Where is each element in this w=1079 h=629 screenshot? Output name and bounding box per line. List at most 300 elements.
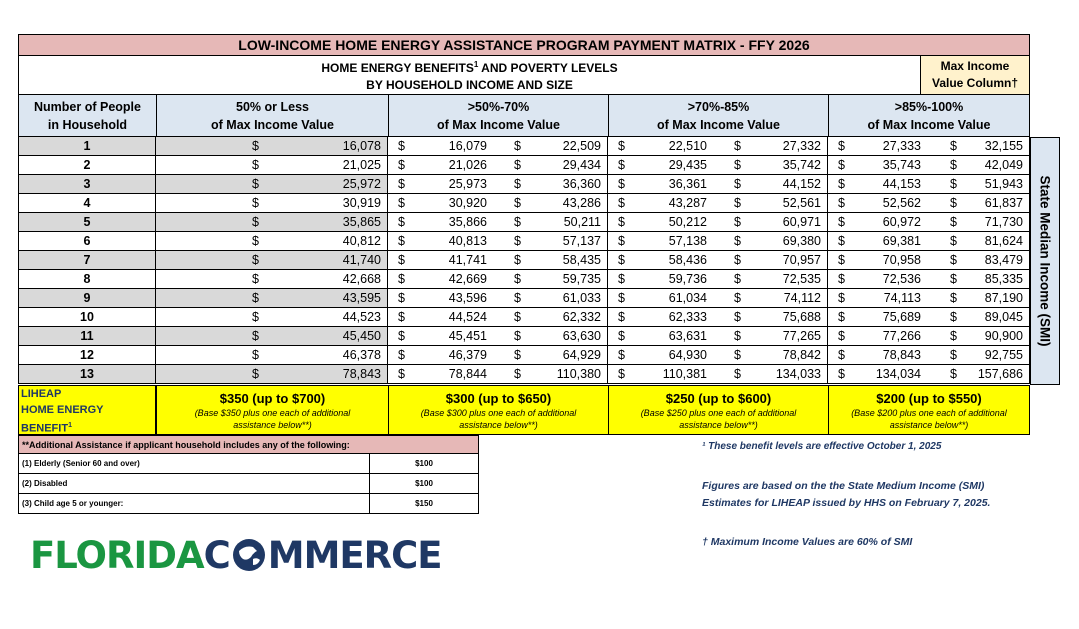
currency-symbol: $ [514, 291, 521, 305]
cell-50-or-less [156, 365, 388, 383]
currency-symbol: $ [838, 158, 845, 172]
income-value: 110,380 [556, 367, 601, 381]
col-header-household [18, 94, 157, 137]
table-row [18, 175, 1030, 194]
income-value: 90,900 [984, 329, 1023, 343]
footnote-figures-line1: Figures are based on the the State Medium Income (SMI) [702, 480, 985, 492]
currency-symbol: $ [398, 310, 405, 324]
income-value: 42,668 [342, 272, 381, 286]
income-value: 30,920 [448, 196, 487, 210]
income-value: 52,562 [882, 196, 921, 210]
cell-70-85 [608, 175, 828, 193]
globe-icon [231, 537, 267, 573]
income-value: 59,735 [562, 272, 601, 286]
currency-symbol: $ [618, 139, 625, 153]
cell-50-70 [388, 346, 608, 364]
col-header-line1: >85%-100% [894, 99, 964, 114]
col-header-line1: >70%-85% [687, 99, 750, 114]
benefit-note: assistance below**) [459, 419, 538, 430]
table-row [18, 194, 1030, 213]
income-value: 85,335 [984, 272, 1023, 286]
benefit-amount: $200 (up to $550) [876, 390, 982, 406]
currency-symbol: $ [398, 196, 405, 210]
household-size: 12 [18, 346, 156, 364]
income-value: 57,137 [562, 234, 601, 248]
currency-symbol: $ [838, 310, 845, 324]
income-value: 77,265 [782, 329, 821, 343]
income-value: 75,688 [782, 310, 821, 324]
cell-85-100 [828, 289, 1030, 307]
currency-symbol: $ [514, 234, 521, 248]
logo-text-florida: FLORIDA [30, 533, 204, 577]
currency-symbol: $ [252, 367, 259, 381]
additional-row-disabled [18, 474, 479, 494]
currency-symbol: $ [734, 367, 741, 381]
household-size: 3 [18, 175, 156, 193]
table-row [18, 308, 1030, 327]
currency-symbol: $ [514, 253, 521, 267]
cell-50-or-less [156, 308, 388, 326]
income-value: 21,026 [448, 158, 487, 172]
footnote-figures-line2: Estimates for LIHEAP issued by HHS on February 7, 2025. [702, 497, 991, 509]
income-value: 22,509 [562, 139, 601, 153]
income-value: 46,379 [448, 348, 487, 362]
currency-symbol: $ [618, 291, 625, 305]
income-value: 78,842 [782, 348, 821, 362]
cell-85-100 [828, 251, 1030, 269]
cell-70-85 [608, 156, 828, 174]
income-value: 21,025 [342, 158, 381, 172]
additional-row-child [18, 494, 479, 514]
currency-symbol: $ [514, 158, 521, 172]
currency-symbol: $ [950, 272, 957, 286]
income-value: 134,034 [875, 367, 921, 381]
household-size: 4 [18, 194, 156, 212]
currency-symbol: $ [514, 139, 521, 153]
income-value: 157,686 [977, 367, 1023, 381]
col-header-50-70 [388, 94, 609, 137]
benefit-cell-50-70 [388, 385, 609, 435]
table-row [18, 270, 1030, 289]
cell-50-or-less [156, 346, 388, 364]
income-value: 64,930 [668, 348, 707, 362]
income-value: 92,755 [984, 348, 1023, 362]
cell-85-100 [828, 365, 1030, 383]
cell-70-85 [608, 251, 828, 269]
currency-symbol: $ [398, 177, 405, 191]
col-header-line2: of Max Income Value [657, 117, 780, 132]
income-value: 27,332 [782, 139, 821, 153]
currency-symbol: $ [950, 291, 957, 305]
cell-70-85 [608, 289, 828, 307]
income-value: 29,435 [668, 158, 707, 172]
income-value: 40,812 [342, 234, 381, 248]
currency-symbol: $ [398, 348, 405, 362]
cell-70-85 [608, 213, 828, 231]
income-value: 69,381 [882, 234, 921, 248]
income-value: 60,971 [782, 215, 821, 229]
currency-symbol: $ [618, 234, 625, 248]
currency-symbol: $ [950, 139, 957, 153]
cell-50-or-less [156, 137, 388, 155]
currency-symbol: $ [838, 196, 845, 210]
income-value: 29,434 [562, 158, 601, 172]
benefit-note: assistance below**) [889, 419, 969, 430]
currency-symbol: $ [252, 348, 259, 362]
income-value: 50,212 [668, 215, 707, 229]
currency-symbol: $ [950, 310, 957, 324]
income-value: 63,630 [562, 329, 601, 343]
currency-symbol: $ [618, 177, 625, 191]
household-size: 5 [18, 213, 156, 231]
col-header-line1: 50% or Less [236, 99, 309, 114]
currency-symbol: $ [734, 253, 741, 267]
currency-symbol: $ [252, 196, 259, 210]
currency-symbol: $ [838, 177, 845, 191]
cell-50-70 [388, 270, 608, 288]
household-size: 6 [18, 232, 156, 250]
currency-symbol: $ [618, 215, 625, 229]
cell-70-85 [608, 365, 828, 383]
currency-symbol: $ [734, 272, 741, 286]
currency-symbol: $ [734, 177, 741, 191]
currency-symbol: $ [734, 291, 741, 305]
income-value: 77,266 [882, 329, 921, 343]
cell-70-85 [608, 308, 828, 326]
currency-symbol: $ [252, 329, 259, 343]
cell-85-100 [828, 232, 1030, 250]
benefit-note: assistance below**) [679, 419, 758, 430]
currency-symbol: $ [618, 310, 625, 324]
currency-symbol: $ [252, 234, 259, 248]
footnote-effective: ¹ These benefit levels are effective October 1, 2025 [702, 441, 942, 452]
cell-85-100 [828, 270, 1030, 288]
currency-symbol: $ [398, 158, 405, 172]
currency-symbol: $ [734, 215, 741, 229]
page-title [18, 34, 1030, 56]
currency-symbol: $ [252, 158, 259, 172]
additional-value: $100 [370, 474, 479, 494]
benefit-note: (Base $300 plus one each of additional [420, 407, 577, 418]
benefit-amount: $250 (up to $600) [665, 390, 772, 406]
currency-symbol: $ [950, 367, 957, 381]
cell-85-100 [828, 175, 1030, 193]
income-value: 83,479 [984, 253, 1023, 267]
liheap-line2: HOME ENERGY [21, 404, 104, 416]
income-value: 43,595 [342, 291, 381, 305]
currency-symbol: $ [514, 367, 521, 381]
household-size: 13 [18, 365, 156, 383]
cell-85-100 [828, 137, 1030, 155]
income-value: 43,286 [562, 196, 601, 210]
max-income-line2: Value Column† [931, 76, 1019, 90]
income-value: 52,561 [782, 196, 821, 210]
currency-symbol: $ [514, 329, 521, 343]
currency-symbol: $ [514, 348, 521, 362]
currency-symbol: $ [618, 196, 625, 210]
currency-symbol: $ [398, 367, 405, 381]
cell-50-70 [388, 137, 608, 155]
income-value: 45,451 [448, 329, 487, 343]
currency-symbol: $ [950, 234, 957, 248]
income-value: 62,333 [668, 310, 707, 324]
currency-symbol: $ [838, 215, 845, 229]
currency-symbol: $ [398, 234, 405, 248]
currency-symbol: $ [734, 234, 741, 248]
currency-symbol: $ [252, 291, 259, 305]
liheap-line3: BENEFIT [21, 422, 69, 435]
cell-50-or-less [156, 270, 388, 288]
currency-symbol: $ [398, 215, 405, 229]
col-header-85-100 [828, 94, 1030, 137]
cell-50-70 [388, 175, 608, 193]
additional-label: (3) Child age 5 or younger: [18, 494, 370, 514]
currency-symbol: $ [950, 253, 957, 267]
col-header-line1: >50%-70% [467, 99, 530, 114]
household-size: 10 [18, 308, 156, 326]
cell-50-or-less [156, 194, 388, 212]
income-value: 35,865 [342, 215, 381, 229]
currency-symbol: $ [838, 291, 845, 305]
currency-symbol: $ [734, 158, 741, 172]
currency-symbol: $ [618, 272, 625, 286]
logo-text-mmerce: MMERCE [267, 533, 442, 577]
household-size: 9 [18, 289, 156, 307]
income-value: 16,079 [448, 139, 487, 153]
cell-70-85 [608, 346, 828, 364]
currency-symbol: $ [838, 253, 845, 267]
currency-symbol: $ [734, 139, 741, 153]
income-value: 32,155 [984, 139, 1023, 153]
income-value: 35,742 [782, 158, 821, 172]
cell-50-or-less [156, 251, 388, 269]
liheap-sup: 1 [68, 422, 72, 429]
income-value: 35,743 [882, 158, 921, 172]
income-value: 25,973 [448, 177, 487, 191]
cell-50-or-less [156, 232, 388, 250]
income-value: 70,957 [782, 253, 821, 267]
income-value: 16,078 [342, 139, 381, 153]
income-value: 25,972 [342, 177, 381, 191]
income-value: 81,624 [984, 234, 1023, 248]
smi-side-label [1030, 137, 1060, 385]
currency-symbol: $ [252, 310, 259, 324]
smi-label-text: State Median Income (SMI) [1037, 175, 1053, 347]
col-header-50-or-less [156, 94, 389, 137]
cell-50-70 [388, 308, 608, 326]
cell-50-70 [388, 194, 608, 212]
income-value: 78,843 [342, 367, 381, 381]
benefit-note: (Base $200 plus one each of additional [851, 407, 1007, 418]
max-income-header [920, 55, 1030, 95]
currency-symbol: $ [398, 272, 405, 286]
income-value: 44,153 [882, 177, 921, 191]
currency-symbol: $ [398, 139, 405, 153]
income-value: 60,972 [882, 215, 921, 229]
income-value: 43,287 [668, 196, 707, 210]
cell-70-85 [608, 194, 828, 212]
income-value: 58,435 [562, 253, 601, 267]
col-header-line2: of Max Income Value [211, 117, 334, 132]
currency-symbol: $ [252, 139, 259, 153]
subheader-line1-pre: HOME ENERGY BENEFITS [321, 61, 474, 75]
liheap-benefit-label [18, 385, 156, 435]
cell-85-100 [828, 346, 1030, 364]
max-income-line1: Max Income [940, 59, 1010, 73]
income-value: 134,033 [775, 367, 821, 381]
income-value: 71,730 [984, 215, 1023, 229]
income-value: 22,510 [668, 139, 707, 153]
cell-50-70 [388, 327, 608, 345]
income-value: 61,034 [668, 291, 707, 305]
currency-symbol: $ [734, 196, 741, 210]
benefit-amount: $300 (up to $650) [445, 390, 552, 406]
income-value: 63,631 [668, 329, 707, 343]
income-value: 50,211 [563, 215, 601, 229]
benefit-cell-50-or-less [156, 385, 389, 435]
currency-symbol: $ [514, 272, 521, 286]
currency-symbol: $ [838, 329, 845, 343]
additional-row-elderly [18, 454, 479, 474]
table-row [18, 289, 1030, 308]
cell-50-70 [388, 365, 608, 383]
income-value: 69,380 [782, 234, 821, 248]
col-header-line2: of Max Income Value [867, 117, 991, 132]
footnote-max-income: † Maximum Income Values are 60% of SMI [702, 536, 913, 548]
household-size: 1 [18, 137, 156, 155]
income-value: 44,524 [448, 310, 487, 324]
currency-symbol: $ [514, 177, 521, 191]
income-value: 57,138 [668, 234, 707, 248]
income-value: 74,113 [883, 291, 921, 305]
household-size: 8 [18, 270, 156, 288]
currency-symbol: $ [618, 253, 625, 267]
currency-symbol: $ [838, 348, 845, 362]
income-value: 46,378 [342, 348, 381, 362]
currency-symbol: $ [950, 158, 957, 172]
logo-text-c: C [203, 533, 230, 577]
income-value: 72,535 [782, 272, 821, 286]
income-value: 59,736 [668, 272, 707, 286]
income-value: 58,436 [668, 253, 707, 267]
currency-symbol: $ [950, 215, 957, 229]
income-value: 87,190 [984, 291, 1023, 305]
income-value: 44,152 [782, 177, 821, 191]
cell-50-or-less [156, 289, 388, 307]
currency-symbol: $ [950, 177, 957, 191]
currency-symbol: $ [398, 329, 405, 343]
col-header-70-85 [608, 94, 829, 137]
income-value: 78,843 [882, 348, 921, 362]
income-value: 35,866 [448, 215, 487, 229]
page-title-text: LOW-INCOME HOME ENERGY ASSISTANCE PROGRAM PAYMENT MATRIX - FFY 2026 [238, 37, 810, 53]
currency-symbol: $ [838, 272, 845, 286]
currency-symbol: $ [734, 310, 741, 324]
currency-symbol: $ [252, 177, 259, 191]
cell-50-or-less [156, 213, 388, 231]
income-value: 41,741 [448, 253, 487, 267]
col-header-line2: in Household [47, 117, 128, 132]
income-value: 43,596 [448, 291, 487, 305]
benefit-note: assistance below**) [233, 419, 312, 430]
currency-symbol: $ [514, 310, 521, 324]
benefit-note: (Base $250 plus one each of additional [640, 407, 797, 418]
cell-50-or-less [156, 175, 388, 193]
cell-50-70 [388, 289, 608, 307]
income-value: 36,361 [668, 177, 707, 191]
cell-70-85 [608, 327, 828, 345]
cell-70-85 [608, 232, 828, 250]
subheader-line2: BY HOUSEHOLD INCOME AND SIZE [366, 78, 573, 92]
income-value: 45,450 [342, 329, 381, 343]
income-value: 42,669 [448, 272, 487, 286]
income-value: 41,740 [342, 253, 381, 267]
table-row [18, 327, 1030, 346]
currency-symbol: $ [734, 329, 741, 343]
income-value: 44,523 [342, 310, 381, 324]
additional-label: (2) Disabled [18, 474, 370, 494]
benefit-cell-85-100 [828, 385, 1030, 435]
income-value: 30,919 [342, 196, 381, 210]
currency-symbol: $ [618, 367, 625, 381]
income-value: 62,332 [562, 310, 601, 324]
table-row [18, 365, 1030, 384]
table-row [18, 213, 1030, 232]
subheader-sup: 1 [473, 60, 479, 69]
currency-symbol: $ [734, 348, 741, 362]
liheap-line1: LIHEAP [21, 388, 62, 400]
cell-85-100 [828, 308, 1030, 326]
cell-50-or-less [156, 327, 388, 345]
income-value: 74,112 [783, 291, 821, 305]
table-row [18, 232, 1030, 251]
income-value: 110,381 [662, 367, 707, 381]
income-value: 64,929 [562, 348, 601, 362]
col-header-line2: of Max Income Value [437, 117, 560, 132]
currency-symbol: $ [950, 196, 957, 210]
income-value: 36,360 [562, 177, 601, 191]
currency-symbol: $ [838, 367, 845, 381]
cell-85-100 [828, 327, 1030, 345]
currency-symbol: $ [252, 215, 259, 229]
currency-symbol: $ [514, 196, 521, 210]
cell-85-100 [828, 156, 1030, 174]
currency-symbol: $ [514, 215, 521, 229]
currency-symbol: $ [950, 329, 957, 343]
household-size: 11 [18, 327, 156, 345]
additional-header-text: **Additional Assistance if applicant household includes any of the following: [22, 440, 350, 450]
additional-value: $150 [370, 494, 479, 514]
floridacommerce-logo [30, 535, 442, 575]
table-row [18, 156, 1030, 175]
income-value: 61,837 [984, 196, 1023, 210]
currency-symbol: $ [252, 253, 259, 267]
cell-70-85 [608, 270, 828, 288]
cell-85-100 [828, 194, 1030, 212]
table-row [18, 251, 1030, 270]
benefit-cell-70-85 [608, 385, 829, 435]
income-value: 27,333 [882, 139, 921, 153]
subheader-line1-post: AND POVERTY LEVELS [478, 61, 618, 75]
income-value: 72,536 [882, 272, 921, 286]
currency-symbol: $ [838, 139, 845, 153]
cell-50-70 [388, 251, 608, 269]
currency-symbol: $ [252, 272, 259, 286]
currency-symbol: $ [398, 291, 405, 305]
benefit-amount: $350 (up to $700) [219, 390, 326, 406]
additional-label: (1) Elderly (Senior 60 and over) [18, 454, 370, 474]
additional-value: $100 [370, 454, 479, 474]
